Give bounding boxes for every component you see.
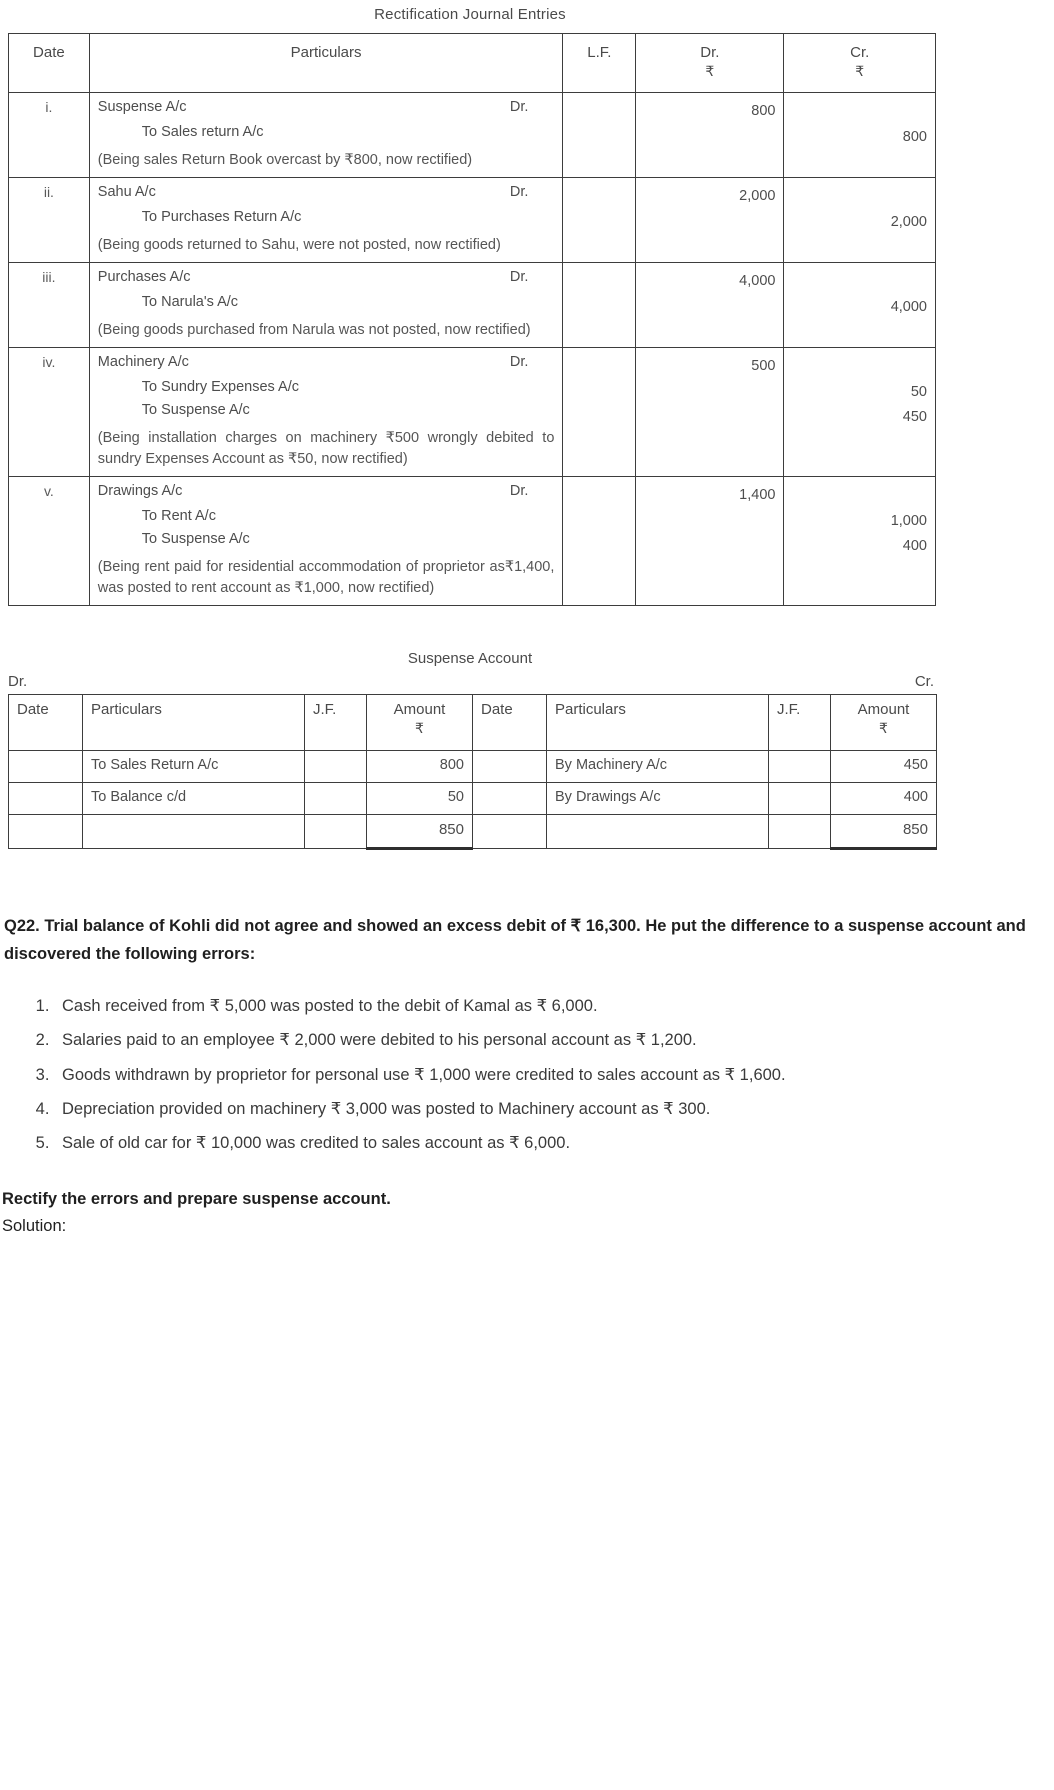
suspense-amount-right: 450 (831, 751, 937, 783)
journal-col-dr (636, 34, 784, 93)
journal-row-number: v. (9, 477, 90, 606)
narration: (Being goods returned to Sahu, were not posted, now rectified) (97, 237, 501, 254)
suspense-currency-left: ₹ (415, 720, 424, 737)
journal-row-debit (636, 178, 784, 263)
journal-row-credit (784, 348, 936, 477)
suspense-cr-label: Cr. (914, 673, 934, 691)
suspense-total-date-right (473, 815, 547, 849)
suspense-amount-label-right: Amount (857, 701, 910, 719)
suspense-total-amount-right: 850 (831, 815, 937, 849)
journal-row-lf (563, 477, 636, 606)
journal-row-particulars (89, 477, 563, 606)
suspense-date-right (473, 751, 547, 783)
journal-col-dr-label: Dr. (700, 44, 720, 61)
credit-amount: 450 (902, 409, 927, 426)
journal-row-debit (636, 93, 784, 178)
journal-row-number: ii. (9, 178, 90, 263)
credit-account: To Sundry Expenses A/c (141, 379, 299, 396)
journal-row-credit (784, 263, 936, 348)
debit-amount: 4,000 (739, 273, 776, 290)
dr-tag: Dr. (509, 99, 529, 115)
suspense-account-table (8, 694, 937, 850)
journal-row-number: i. (9, 93, 90, 178)
journal-row-number: iii. (9, 263, 90, 348)
suspense-particulars-left: To Sales Return A/c (83, 751, 305, 783)
suspense-col-date-right: Date (473, 695, 547, 751)
journal-row-credit (784, 178, 936, 263)
journal-row-particulars (89, 263, 563, 348)
suspense-jf-left (305, 783, 367, 815)
credit-amount: 1,000 (890, 513, 927, 530)
narration: (Being rent paid for residential accommodation of proprietor as₹1,400, was posted to rent account as ₹1,000, now rectified) (97, 559, 555, 597)
journal-row-number: iv. (9, 348, 90, 477)
suspense-col-particulars-right: Particulars (547, 695, 769, 751)
suspense-date-left (9, 751, 83, 783)
journal-row-debit (636, 348, 784, 477)
debit-amount: 500 (751, 358, 776, 375)
journal-row-lf (563, 348, 636, 477)
list-item: 3. Goods withdrawn by proprietor for personal use ₹ 1,000 were credited to sales account as ₹ 1,600. (54, 1060, 1054, 1091)
suspense-total-date-left (9, 815, 83, 849)
debit-account: Drawings A/c (97, 483, 183, 500)
credit-account: To Narula's A/c (141, 294, 239, 311)
suspense-account-title: Suspense Account (407, 650, 533, 668)
journal-row-particulars (89, 178, 563, 263)
dr-tag: Dr. (509, 483, 529, 500)
journal-row-credit (784, 477, 936, 606)
suspense-total-jf-right (769, 815, 831, 849)
suspense-jf-left (305, 751, 367, 783)
debit-amount: 1,400 (739, 487, 776, 504)
journal-row-lf (563, 263, 636, 348)
dr-tag: Dr. (509, 354, 529, 371)
rectify-instruction: Rectify the errors and prepare suspense account. (2, 1189, 391, 1208)
suspense-particulars-left: To Balance c/d (83, 783, 305, 815)
suspense-drcr-labels (0, 673, 940, 694)
table-row (9, 178, 936, 263)
credit-amount: 400 (902, 538, 927, 555)
debit-amount: 800 (751, 103, 776, 119)
journal-col-particulars: Particulars (89, 34, 563, 93)
narration: (Being goods purchased from Narula was not posted, now rectified) (97, 322, 531, 339)
credit-account: To Sales return A/c (141, 124, 264, 140)
suspense-col-date-left: Date (9, 695, 83, 751)
credit-account: To Purchases Return A/c (141, 209, 302, 226)
credit-amount: 800 (902, 129, 927, 145)
suspense-col-amount-left (367, 695, 473, 751)
table-row (9, 477, 936, 606)
suspense-total-jf-left (305, 815, 367, 849)
debit-account: Purchases A/c (97, 269, 191, 286)
credit-account: To Suspense A/c (141, 531, 250, 548)
journal-col-lf: L.F. (563, 34, 636, 93)
journal-header-row (9, 34, 936, 93)
dr-tag: Dr. (509, 269, 529, 286)
journal-col-cr (784, 34, 936, 93)
rectification-journal-table (8, 33, 936, 606)
suspense-jf-right (769, 751, 831, 783)
table-row (9, 348, 936, 477)
journal-cr-currency: ₹ (855, 63, 865, 79)
journal-row-debit (636, 263, 784, 348)
suspense-amount-label-left: Amount (393, 701, 446, 719)
error-list (0, 991, 1054, 1160)
debit-account: Sahu A/c (97, 184, 156, 201)
table-row (9, 783, 937, 815)
suspense-amount-right: 400 (831, 783, 937, 815)
credit-amount: 2,000 (890, 214, 927, 231)
credit-amount: 50 (910, 384, 927, 401)
debit-amount: 2,000 (739, 188, 776, 205)
table-row (9, 93, 936, 178)
suspense-header-row (9, 695, 937, 751)
suspense-total-row (9, 815, 937, 849)
suspense-date-right (473, 783, 547, 815)
suspense-particulars-right: By Machinery A/c (547, 751, 769, 783)
journal-col-cr-label: Cr. (850, 44, 870, 61)
journal-row-particulars (89, 348, 563, 477)
suspense-col-jf-right: J.F. (769, 695, 831, 751)
debit-account: Suspense A/c (97, 99, 187, 115)
suspense-date-left (9, 783, 83, 815)
suspense-amount-left: 800 (367, 751, 473, 783)
table-row (9, 263, 936, 348)
suspense-col-jf-left: J.F. (305, 695, 367, 751)
suspense-total-particulars-left (83, 815, 305, 849)
list-item: 1. Cash received from ₹ 5,000 was posted to the debit of Kamal as ₹ 6,000. (54, 991, 1054, 1022)
list-item: 2. Salaries paid to an employee ₹ 2,000 were debited to his personal account as ₹ 1,200. (54, 1025, 1054, 1056)
table-row (9, 751, 937, 783)
question-heading: Q22. Trial balance of Kohli did not agree and showed an excess debit of ₹ 16,300. He put the difference to a suspense account and discovered the following errors: (4, 917, 1026, 964)
journal-row-lf (563, 93, 636, 178)
list-item: 5. Sale of old car for ₹ 10,000 was credited to sales account as ₹ 6,000. (54, 1128, 1054, 1159)
suspense-col-amount-right (831, 695, 937, 751)
suspense-total-particulars-right (547, 815, 769, 849)
suspense-currency-right: ₹ (879, 720, 888, 737)
dr-tag: Dr. (509, 184, 529, 201)
suspense-amount-left: 50 (367, 783, 473, 815)
list-item: 4. Depreciation provided on machinery ₹ 3,000 was posted to Machinery account as ₹ 300. (54, 1094, 1054, 1125)
suspense-jf-right (769, 783, 831, 815)
journal-col-date: Date (9, 34, 90, 93)
suspense-col-particulars-left: Particulars (83, 695, 305, 751)
debit-account: Machinery A/c (97, 354, 189, 371)
suspense-total-amount-left: 850 (367, 815, 473, 849)
journal-dr-currency: ₹ (705, 63, 715, 79)
solution-label: Solution: (2, 1216, 67, 1235)
credit-amount: 4,000 (890, 299, 927, 316)
narration: (Being installation charges on machinery ₹500 wrongly debited to sundry Expenses Account as ₹50, now rectified) (97, 430, 555, 468)
journal-row-debit (636, 477, 784, 606)
journal-row-credit (784, 93, 936, 178)
credit-account: To Suspense A/c (141, 402, 250, 419)
credit-account: To Rent A/c (141, 508, 216, 525)
journal-title: Rectification Journal Entries (374, 6, 566, 23)
suspense-dr-label: Dr. (8, 673, 28, 691)
suspense-particulars-right: By Drawings A/c (547, 783, 769, 815)
suspense-account-section (0, 650, 1054, 850)
journal-row-particulars (89, 93, 563, 178)
narration: (Being sales Return Book overcast by ₹800, now rectified) (97, 152, 473, 168)
journal-row-lf (563, 178, 636, 263)
